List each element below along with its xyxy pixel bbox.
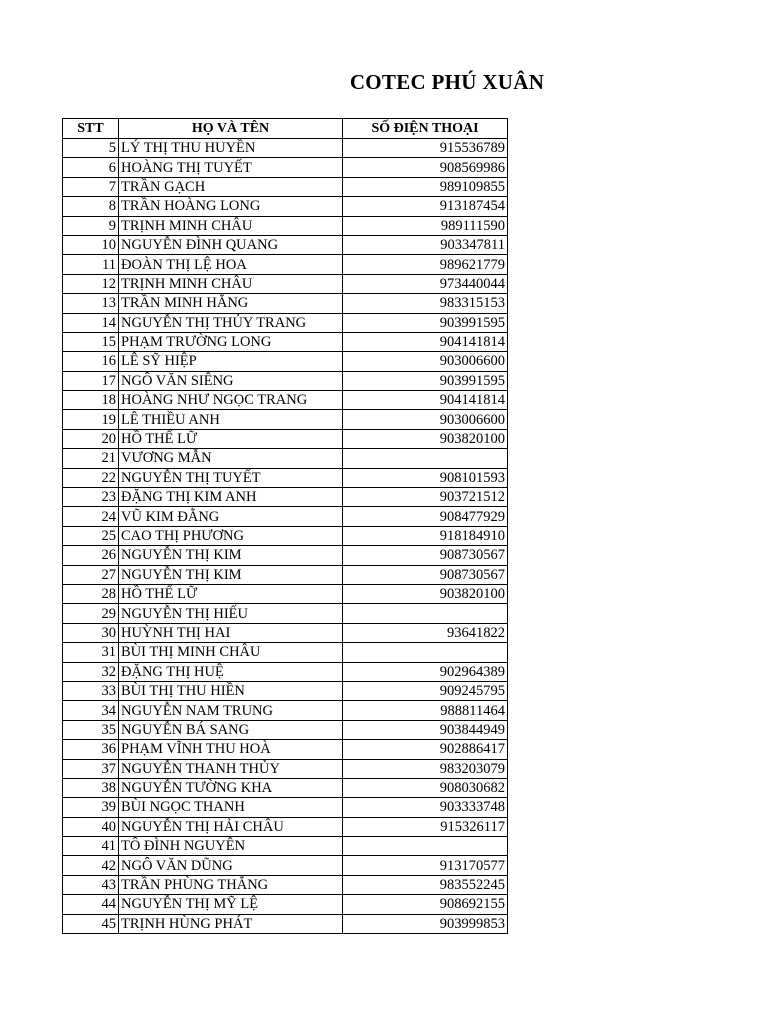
table-row <box>63 778 508 797</box>
table-row <box>63 449 508 468</box>
row-phone: 903347811 <box>343 235 508 254</box>
row-phone: 908101593 <box>343 468 508 487</box>
row-name: VŨ KIM ĐẰNG <box>119 507 343 526</box>
row-name: ĐOÀN THỊ LỆ HOA <box>119 255 343 274</box>
row-name: PHẠM TRƯỜNG LONG <box>119 332 343 351</box>
header-name: HỌ VÀ TÊN <box>119 119 343 139</box>
row-number: 5 <box>63 139 119 158</box>
table-row <box>63 216 508 235</box>
table-row <box>63 255 508 274</box>
row-name: BÙI NGỌC THANH <box>119 798 343 817</box>
document-title: COTEC PHÚ XUÂN <box>349 70 545 94</box>
row-name: TRẦN PHÙNG THẮNG <box>119 875 343 894</box>
row-name: HUỲNH THỊ HAI <box>119 623 343 642</box>
table-header-row <box>63 119 508 139</box>
row-number: 22 <box>63 468 119 487</box>
row-phone: 989109855 <box>343 177 508 196</box>
table-row <box>63 643 508 662</box>
table-row <box>63 352 508 371</box>
row-number: 28 <box>63 584 119 603</box>
row-name: NGUYỄN THANH THỦY <box>119 759 343 778</box>
table-row <box>63 759 508 778</box>
row-phone: 988811464 <box>343 701 508 720</box>
row-phone: 983552245 <box>343 875 508 894</box>
row-name: NGUYỄN THỊ HẢI CHÂU <box>119 817 343 836</box>
row-phone: 913187454 <box>343 197 508 216</box>
row-phone: 902886417 <box>343 740 508 759</box>
row-number: 18 <box>63 391 119 410</box>
row-number: 19 <box>63 410 119 429</box>
table-row <box>63 817 508 836</box>
table-row <box>63 139 508 158</box>
row-name: HOÀNG THỊ TUYẾT <box>119 158 343 177</box>
row-phone: 989621779 <box>343 255 508 274</box>
row-number: 10 <box>63 235 119 254</box>
table-row <box>63 565 508 584</box>
row-phone: 903844949 <box>343 720 508 739</box>
row-name: LÊ SỸ HIỆP <box>119 352 343 371</box>
row-number: 34 <box>63 701 119 720</box>
row-phone: 909245795 <box>343 681 508 700</box>
row-name: NGUYỄN THỊ KIM <box>119 546 343 565</box>
row-number: 7 <box>63 177 119 196</box>
row-name: BÙI THỊ THU HIỀN <box>119 681 343 700</box>
row-number: 40 <box>63 817 119 836</box>
row-name: TRẦN MINH HẰNG <box>119 294 343 313</box>
row-name: NGUYỄN THỊ HIẾU <box>119 604 343 623</box>
row-phone: 989111590 <box>343 216 508 235</box>
row-number: 8 <box>63 197 119 216</box>
row-name: NGUYỄN THỊ MỸ LỆ <box>119 895 343 914</box>
table-row <box>63 177 508 196</box>
table-row <box>63 313 508 332</box>
row-name: LÝ THỊ THU HUYỀN <box>119 139 343 158</box>
table-row <box>63 604 508 623</box>
row-phone: 973440044 <box>343 274 508 293</box>
row-phone: 904141814 <box>343 391 508 410</box>
row-phone: 983315153 <box>343 294 508 313</box>
table-row <box>63 235 508 254</box>
row-name: HOÀNG NHƯ NGỌC TRANG <box>119 391 343 410</box>
row-phone: 903999853 <box>343 914 508 933</box>
header-phone: SỐ ĐIỆN THOẠI <box>343 119 508 139</box>
row-name: NGUYỄN THỊ TUYẾT <box>119 468 343 487</box>
row-number: 42 <box>63 856 119 875</box>
row-phone: 903333748 <box>343 798 508 817</box>
row-phone: 915326117 <box>343 817 508 836</box>
row-phone: 983203079 <box>343 759 508 778</box>
table-row <box>63 507 508 526</box>
row-number: 23 <box>63 488 119 507</box>
table-row <box>63 391 508 410</box>
row-number: 38 <box>63 778 119 797</box>
row-phone <box>343 837 508 856</box>
row-number: 15 <box>63 332 119 351</box>
row-number: 13 <box>63 294 119 313</box>
row-phone: 908692155 <box>343 895 508 914</box>
row-number: 25 <box>63 526 119 545</box>
row-name: ĐẶNG THỊ KIM ANH <box>119 488 343 507</box>
row-phone: 903991595 <box>343 313 508 332</box>
row-number: 44 <box>63 895 119 914</box>
row-number: 41 <box>63 837 119 856</box>
table-row <box>63 332 508 351</box>
table-row <box>63 410 508 429</box>
row-name: NGUYỄN NAM TRUNG <box>119 701 343 720</box>
table-row <box>63 875 508 894</box>
row-number: 29 <box>63 604 119 623</box>
contact-table <box>62 118 508 934</box>
table-row <box>63 681 508 700</box>
row-number: 31 <box>63 643 119 662</box>
row-name: TRỊNH MINH CHÂU <box>119 216 343 235</box>
row-phone: 908730567 <box>343 546 508 565</box>
table-row <box>63 468 508 487</box>
row-name: NGÔ VĂN SIÊNG <box>119 371 343 390</box>
row-name: NGUYỄN THỊ KIM <box>119 565 343 584</box>
row-number: 24 <box>63 507 119 526</box>
row-number: 17 <box>63 371 119 390</box>
table-row <box>63 584 508 603</box>
row-name: ĐẶNG THỊ HUỆ <box>119 662 343 681</box>
row-name: NGUYỄN THỊ THỦY TRANG <box>119 313 343 332</box>
table-row <box>63 856 508 875</box>
row-number: 14 <box>63 313 119 332</box>
row-phone: 903991595 <box>343 371 508 390</box>
table-body <box>63 139 508 934</box>
table-row <box>63 197 508 216</box>
row-name: BÙI THỊ MINH CHÂU <box>119 643 343 662</box>
row-phone: 903721512 <box>343 488 508 507</box>
row-name: TRẦN GẠCH <box>119 177 343 196</box>
row-number: 21 <box>63 449 119 468</box>
row-phone <box>343 449 508 468</box>
row-phone: 903820100 <box>343 584 508 603</box>
row-name: TRỊNH MINH CHÂU <box>119 274 343 293</box>
table-row <box>63 158 508 177</box>
row-number: 35 <box>63 720 119 739</box>
row-phone <box>343 643 508 662</box>
table-row <box>63 371 508 390</box>
row-phone: 903820100 <box>343 429 508 448</box>
row-number: 43 <box>63 875 119 894</box>
row-phone: 915536789 <box>343 139 508 158</box>
row-name: NGUYỄN TƯỜNG KHA <box>119 778 343 797</box>
row-name: PHẠM VĨNH THU HOÀ <box>119 740 343 759</box>
row-number: 11 <box>63 255 119 274</box>
table-row <box>63 488 508 507</box>
row-name: NGÔ VĂN DŨNG <box>119 856 343 875</box>
row-phone: 93641822 <box>343 623 508 642</box>
row-number: 16 <box>63 352 119 371</box>
table-row <box>63 720 508 739</box>
table-row <box>63 837 508 856</box>
table-row <box>63 294 508 313</box>
row-number: 39 <box>63 798 119 817</box>
row-phone: 904141814 <box>343 332 508 351</box>
row-name: TRỊNH HÙNG PHÁT <box>119 914 343 933</box>
row-number: 30 <box>63 623 119 642</box>
row-number: 45 <box>63 914 119 933</box>
table-row <box>63 662 508 681</box>
row-number: 36 <box>63 740 119 759</box>
table-row <box>63 623 508 642</box>
table-row <box>63 546 508 565</box>
row-phone <box>343 604 508 623</box>
row-number: 32 <box>63 662 119 681</box>
row-name: VƯƠNG MẪN <box>119 449 343 468</box>
table-row <box>63 914 508 933</box>
row-number: 12 <box>63 274 119 293</box>
row-phone: 903006600 <box>343 352 508 371</box>
row-number: 20 <box>63 429 119 448</box>
row-phone: 908730567 <box>343 565 508 584</box>
header-stt: STT <box>63 119 119 139</box>
table-row <box>63 798 508 817</box>
row-name: CAO THỊ PHƯƠNG <box>119 526 343 545</box>
table-row <box>63 429 508 448</box>
row-name: TRẦN HOÀNG LONG <box>119 197 343 216</box>
row-phone: 903006600 <box>343 410 508 429</box>
table-row <box>63 895 508 914</box>
row-phone: 913170577 <box>343 856 508 875</box>
table-row <box>63 701 508 720</box>
row-phone: 908569986 <box>343 158 508 177</box>
row-phone: 902964389 <box>343 662 508 681</box>
table-row <box>63 740 508 759</box>
table-row <box>63 274 508 293</box>
row-number: 6 <box>63 158 119 177</box>
table-row <box>63 526 508 545</box>
row-phone: 918184910 <box>343 526 508 545</box>
row-phone: 908477929 <box>343 507 508 526</box>
row-number: 26 <box>63 546 119 565</box>
row-number: 27 <box>63 565 119 584</box>
row-name: TÔ ĐÌNH NGUYÊN <box>119 837 343 856</box>
row-number: 37 <box>63 759 119 778</box>
row-number: 33 <box>63 681 119 700</box>
row-number: 9 <box>63 216 119 235</box>
row-phone: 908030682 <box>343 778 508 797</box>
row-name: NGUYỄN BÁ SANG <box>119 720 343 739</box>
row-name: NGUYỄN ĐÌNH QUANG <box>119 235 343 254</box>
row-name: HỒ THẾ LỮ <box>119 584 343 603</box>
row-name: LÊ THIỀU ANH <box>119 410 343 429</box>
row-name: HỒ THẾ LỮ <box>119 429 343 448</box>
